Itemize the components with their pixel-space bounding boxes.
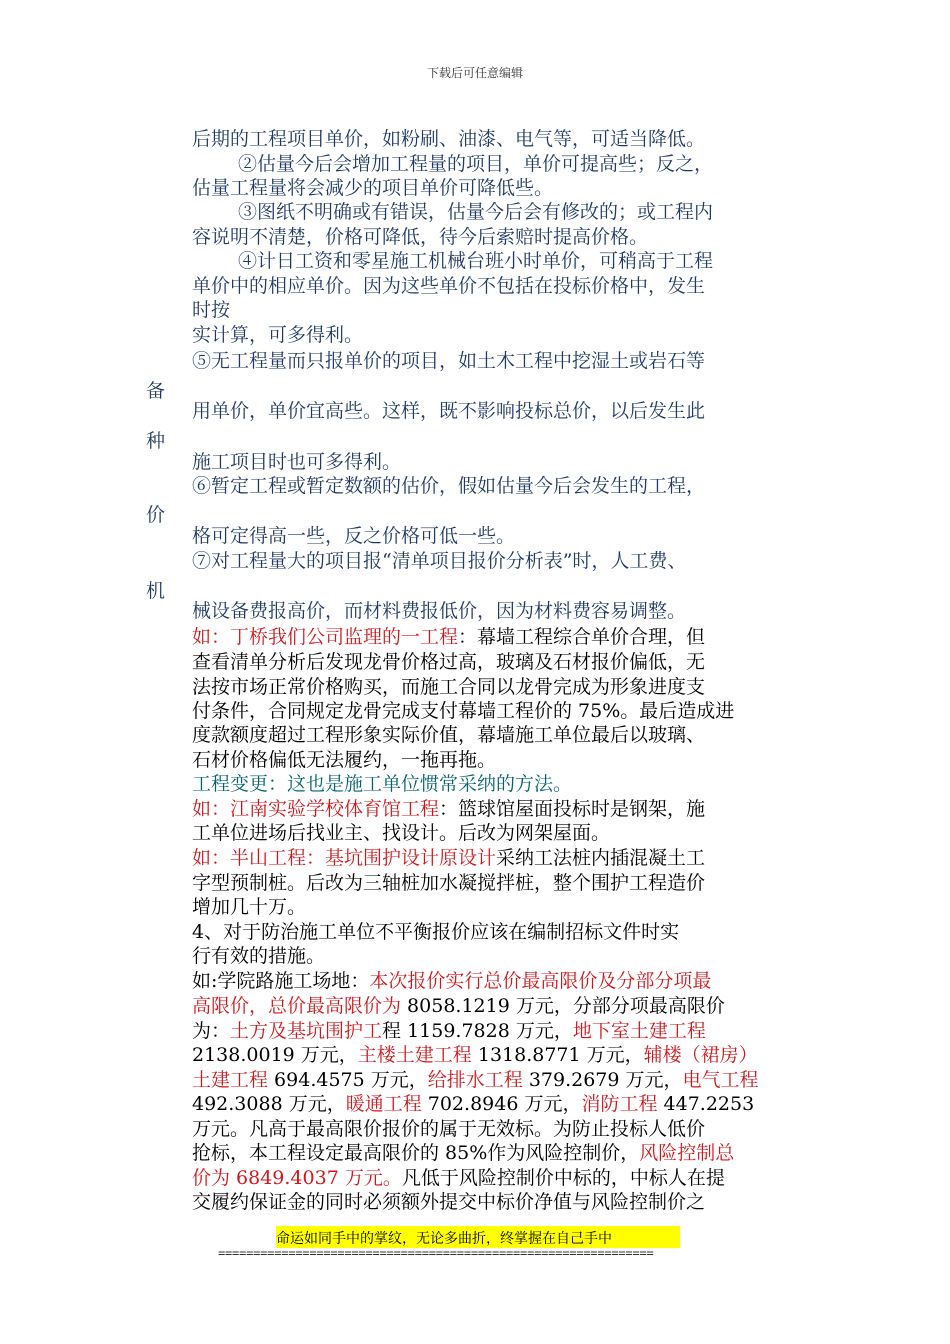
text-line: 4、对于防治施工单位不平衡报价应该在编制招标文件时实 — [192, 921, 680, 943]
text-line: 后期的工程项目单价，如粉刷、油漆、电气等，可适当降低。 — [192, 128, 706, 150]
text-line: 交履约保证金的同时必须额外提交中标价净值与风险控制价之 — [192, 1191, 706, 1213]
text-line: 行有效的措施。 — [192, 945, 326, 967]
text-line: 如：江南实验学校体育馆工程：篮球馆屋面投标时是钢架，施 — [192, 798, 706, 820]
text-line: 如:学院路施工场地：本次报价实行总价最高限价及分部分项最 — [192, 970, 712, 992]
text-line: 万元。凡高于最高限价报价的属于无效标。为防止投标人低价 — [192, 1118, 706, 1140]
side-char: 机 — [146, 580, 166, 602]
footer-motto: 命运如同手中的掌纹，无论多曲折，终掌握在自己手中 — [276, 1231, 612, 1247]
text-line: 单价中的相应单价。因为这些单价不包括在投标价格中，发生 — [192, 275, 706, 297]
text-line: 查看清单分析后发现龙骨价格过高，玻璃及石材报价偏低，无 — [192, 651, 706, 673]
text-line: ②估量今后会增加工程量的项目，单价可提高些；反之， — [238, 153, 714, 175]
text-line: 如：半山工程：基坑围护设计原设计采纳工法桩内插混凝土工 — [192, 847, 706, 869]
text-line: 字型预制桩。后改为三轴桩加水凝搅拌桩，整个围护工程造价 — [192, 872, 706, 894]
text-line: 价为 6849.4037 万元。凡低于风险控制价中标的，中标人在提 — [192, 1167, 725, 1189]
text-line: 容说明不清楚，价格可降低，待今后索赔时提高价格。 — [192, 226, 649, 248]
text-line: 2138.0019 万元，主楼土建工程 1318.8771 万元，辅楼（裙房） — [192, 1044, 758, 1066]
text-line: ④计日工资和零星施工机械台班小时单价，可稍高于工程 — [238, 250, 714, 272]
side-char: 价 — [146, 504, 166, 526]
text-line: ⑥暂定工程或暂定数额的估价，假如估量今后会发生的工程， — [192, 475, 706, 497]
page-header: 下载后可任意编辑 — [426, 66, 523, 80]
text-line: 土建工程 694.4575 万元，给排水工程 379.2679 万元，电气工程 — [192, 1069, 759, 1091]
text-line: 械设备费报高价，而材料费报低价，因为材料费容易调整。 — [192, 600, 687, 622]
text-line: 实计算，可多得利。 — [192, 324, 364, 346]
text-line: 施工项目时也可多得利。 — [192, 451, 402, 473]
text-line: 用单价，单价宜高些。这样，既不影响投标总价，以后发生此 — [192, 400, 706, 422]
text-line: ⑦对工程量大的项目报“清单项目报价分析表”时，人工费、 — [192, 550, 687, 572]
text-line: 时按 — [192, 299, 231, 321]
footer-rule: ============================================================== — [218, 1246, 654, 1260]
text-line: 抢标，本工程设定最高限价的 85%作为风险控制价，风险控制总 — [192, 1142, 735, 1164]
text-line: 工程变更：这也是施工单位惯常采纳的方法。 — [192, 773, 573, 795]
text-line: 高限价，总价最高限价为 8058.1219 万元，分部分项最高限价 — [192, 995, 725, 1017]
text-line: 工单位进场后找业主、找设计。后改为网架屋面。 — [192, 822, 611, 844]
text-line: ③图纸不明确或有错误，估量今后会有修改的；或工程内 — [238, 201, 714, 223]
text-line: 492.3088 万元，暖通工程 702.8946 万元，消防工程 447.2253 — [192, 1093, 755, 1115]
text-line: 法按市场正常价格购买，而施工合同以龙骨完成为形象进度支 — [192, 676, 706, 698]
text-line: 付条件，合同规定龙骨完成支付幕墙工程价的 75%。最后造成进 — [192, 700, 735, 722]
text-line: 石材价格偏低无法履约，一拖再拖。 — [192, 749, 497, 771]
side-char: 备 — [146, 380, 166, 402]
text-line: 度款额度超过工程形象实际价值，幕墙施工单位最后以玻璃、 — [192, 724, 706, 746]
text-line: 估量工程量将会减少的项目单价可降低些。 — [192, 177, 554, 199]
side-char: 种 — [146, 430, 166, 452]
text-line: 增加几十万。 — [192, 896, 307, 918]
text-line: 如：丁桥我们公司监理的一工程：幕墙工程综合单价合理，但 — [192, 626, 706, 648]
text-line: ⑤无工程量而只报单价的项目，如土木工程中挖湿土或岩石等 — [192, 350, 706, 372]
text-line: 为：土方及基坑围护工程 1159.7828 万元，地下室土建工程 — [192, 1020, 706, 1042]
text-line: 格可定得高一些，反之价格可低一些。 — [192, 525, 516, 547]
